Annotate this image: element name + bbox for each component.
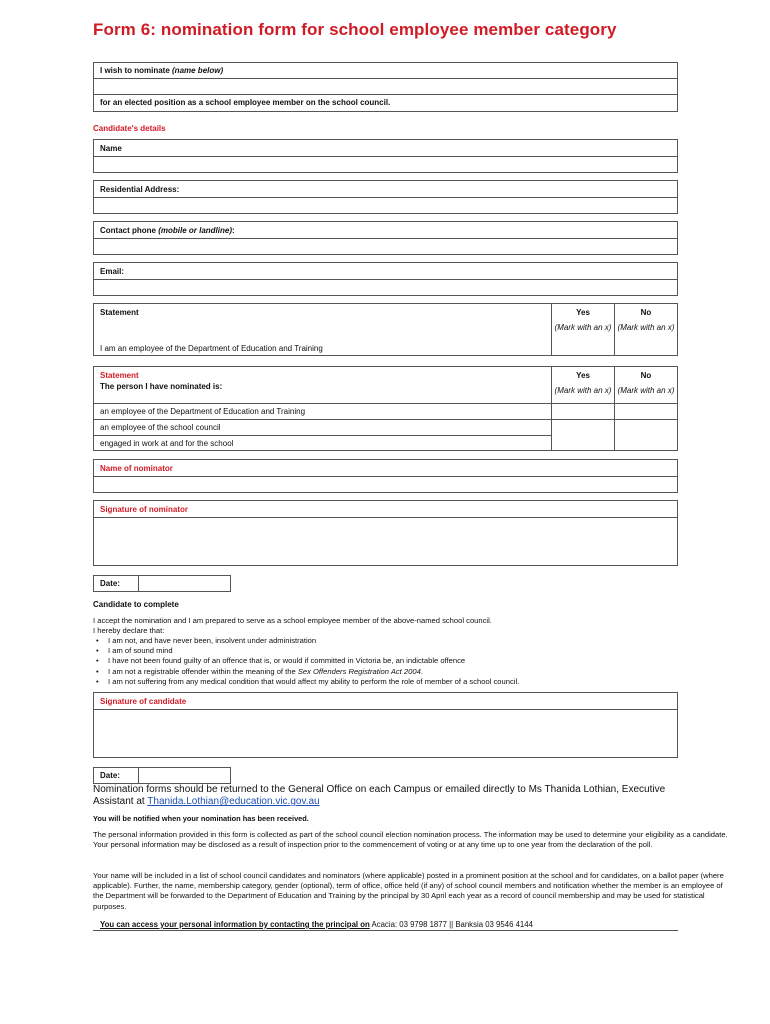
statement2-row: an employee of the school council bbox=[100, 423, 221, 432]
email-field[interactable] bbox=[94, 280, 677, 295]
nominator-signature-label: Signature of nominator bbox=[100, 505, 188, 514]
no-label: No bbox=[640, 308, 652, 317]
declaration-list bbox=[108, 636, 708, 687]
candidate-details-heading: Candidate's details bbox=[93, 124, 166, 133]
candidate-accept-text: I accept the nomination and I am prepared to serve as a school employee member of the above-named school council. bbox=[93, 616, 492, 625]
declaration-text: I am not a registrable offender within the meaning of the bbox=[108, 666, 298, 676]
statement2-sub: The person I have nominated is: bbox=[100, 382, 223, 391]
statement2-row: engaged in work at and for the school bbox=[100, 439, 234, 448]
declaration-item: • I am not, and have never been, insolvent under administration bbox=[108, 636, 708, 646]
phone-field[interactable] bbox=[94, 239, 677, 254]
declaration-item: • I am of sound mind bbox=[108, 646, 708, 656]
mark-hint: (Mark with an x) bbox=[617, 386, 675, 395]
declaration-item: • I am not suffering from any medical condition that would affect my ability to perform the role of member of a school council. bbox=[108, 677, 708, 687]
nominator-name-label: Name of nominator bbox=[100, 464, 173, 473]
statement1-label: Statement bbox=[100, 308, 139, 317]
yes-label: Yes bbox=[576, 371, 590, 380]
nominator-date-field[interactable] bbox=[139, 576, 230, 591]
email-label: Email: bbox=[100, 267, 125, 276]
privacy-paragraph-2: Your name will be included in a list of school council candidates and nominators (where applicable) posted in a prominent position at the school and for candidates, on a ballot paper (where applicable). Further, the name, membership category, gender (optional), term of office, office held (if any) of school council members and notification whether the member is an employee of the Department will be forwarded to the Department of Education and Training by the principal by 30 April each year as a record of council membership and may be used for statistical purposes. bbox=[93, 871, 724, 911]
act-name: Sex Offenders Registration Act 2004 bbox=[297, 666, 421, 676]
declaration-text: . bbox=[420, 666, 423, 676]
return-note-text: Nomination forms should be returned to the General Office on each Campus or emailed directly to Ms Thanida Lothian, Executive Assistant at bbox=[93, 784, 666, 807]
name-field[interactable] bbox=[94, 157, 677, 172]
statement1-row: I am an employee of the Department of Education and Training bbox=[100, 344, 323, 353]
address-field[interactable] bbox=[94, 198, 677, 213]
divider bbox=[93, 435, 551, 436]
footer-bold: You can access your personal information by contacting the principal on bbox=[100, 920, 370, 929]
privacy-paragraph-1: The personal information provided in this form is collected as part of the school council election nomination process. The information may be used to determine your eligibility as a candidate. Your personal information may be disclosed as a result of inspection prior to the commencement of voting or at any time up to one year from the declaration of the poll. bbox=[93, 830, 728, 850]
nominator-name-field[interactable] bbox=[94, 477, 677, 492]
divider bbox=[93, 403, 678, 404]
candidate-date-label: Date: bbox=[100, 771, 121, 780]
candidate-date-field[interactable] bbox=[139, 768, 230, 783]
statement1-no-header bbox=[615, 308, 677, 333]
divider bbox=[93, 419, 678, 420]
candidate-declare-text: I hereby declare that: bbox=[93, 626, 165, 635]
mark-hint: (Mark with an x) bbox=[617, 323, 675, 332]
footer-line bbox=[100, 920, 533, 929]
declaration-item bbox=[108, 667, 708, 677]
statement2-label: Statement bbox=[100, 371, 139, 380]
divider bbox=[93, 94, 678, 95]
candidate-signature-label: Signature of candidate bbox=[100, 697, 187, 706]
statement1-yes-header bbox=[552, 308, 614, 333]
phone-prefix: Contact phone bbox=[100, 226, 159, 235]
phone-label bbox=[100, 226, 235, 235]
nominator-signature-field[interactable] bbox=[94, 518, 677, 565]
return-note bbox=[93, 784, 693, 808]
mark-hint: (Mark with an x) bbox=[554, 323, 612, 332]
email-link[interactable]: Thanida.Lothian@education.vic.gov.au bbox=[147, 796, 320, 807]
candidate-heading: Candidate to complete bbox=[93, 600, 179, 609]
phone-suffix: : bbox=[232, 226, 235, 235]
statement2-row: an employee of the Department of Education and Training bbox=[100, 407, 306, 416]
no-label: No bbox=[640, 371, 652, 380]
yes-label: Yes bbox=[576, 308, 590, 317]
nominee-name-field[interactable] bbox=[94, 79, 677, 94]
mark-hint: (Mark with an x) bbox=[554, 386, 612, 395]
footer-contacts: Acacia: 03 9798 1877 || Banksia 03 9546 4144 bbox=[369, 920, 533, 929]
candidate-signature-field[interactable] bbox=[94, 710, 677, 757]
phone-hint: (mobile or landline) bbox=[158, 226, 232, 235]
nominate-hint: (name below) bbox=[172, 66, 224, 75]
nominate-label bbox=[100, 66, 223, 75]
name-label: Name bbox=[100, 144, 122, 153]
notified-text: You will be notified when your nomination has been received. bbox=[93, 814, 309, 823]
nominate-prefix: I wish to nominate bbox=[100, 66, 173, 75]
nominator-date-label: Date: bbox=[100, 579, 121, 588]
elected-position-text: for an elected position as a school employee member on the school council. bbox=[100, 98, 391, 107]
statement2-yes-header bbox=[552, 371, 614, 396]
address-label: Residential Address: bbox=[100, 185, 180, 194]
declaration-item: • I have not been found guilty of an offence that is, or would if committed in Victoria be, an indictable offence bbox=[108, 656, 708, 666]
page-title: Form 6: nomination form for school employee member category bbox=[93, 20, 617, 39]
statement2-no-header bbox=[615, 371, 677, 396]
